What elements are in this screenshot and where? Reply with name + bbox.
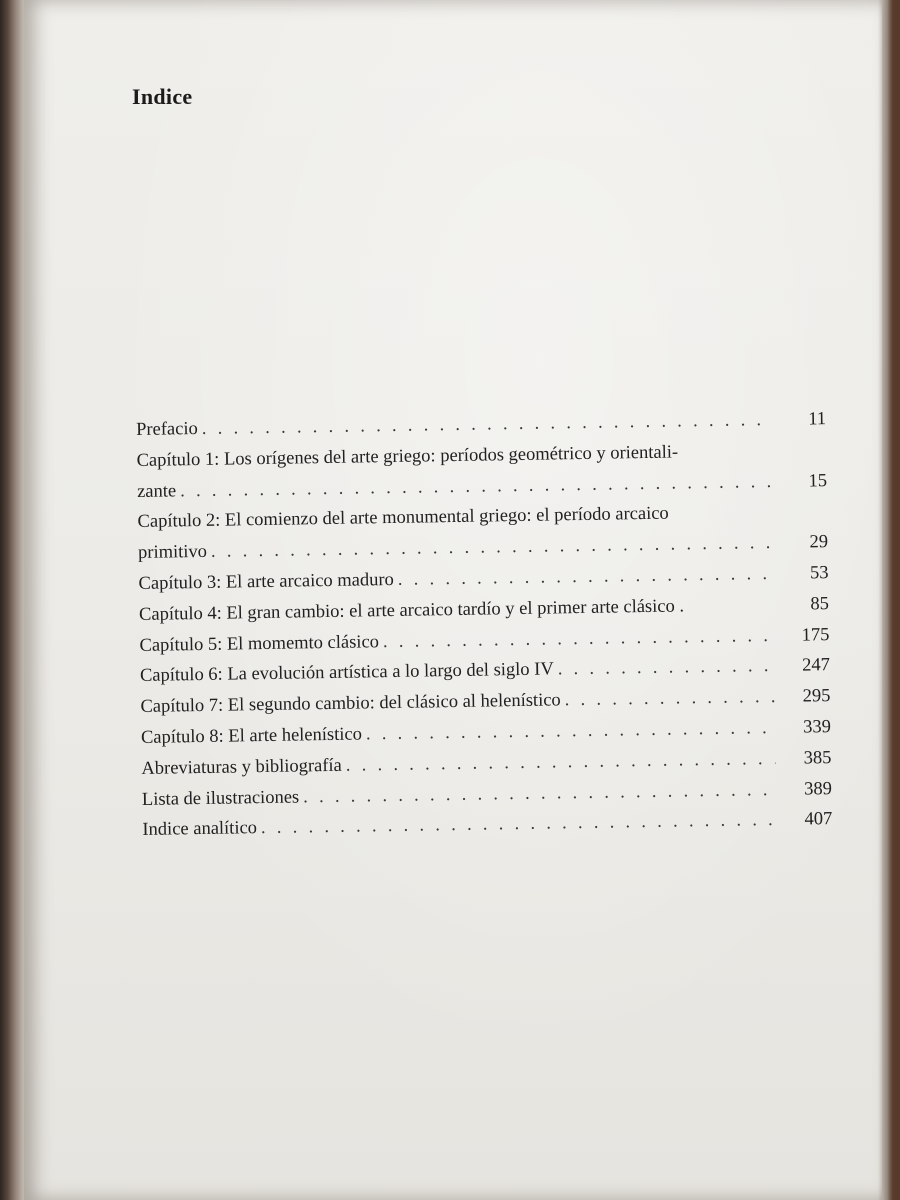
toc-entry-title-continued: primitivo — [137, 542, 208, 564]
toc-entry-title: Capítulo 8: El arte helenístico — [140, 724, 363, 748]
toc-page-number: 11 — [808, 409, 827, 430]
toc-page-number: 407 — [804, 809, 833, 830]
toc-page-number: 389 — [803, 778, 833, 800]
toc-page-number: 29 — [809, 532, 829, 553]
toc-entry-title: Capítulo 5: El momemto clásico — [139, 631, 380, 656]
page-title: Indice — [132, 84, 193, 109]
toc-page-number: 385 — [803, 747, 832, 769]
book-edge-shadow — [878, 0, 900, 1200]
show-through-text — [283, 378, 289, 411]
toc-entry-title: Capítulo 6: La evolución artística a lo largo del siglo IV — [139, 659, 554, 687]
toc-entry-title: Indice analítico — [142, 818, 258, 841]
toc-entry-title-continued: zante — [136, 480, 177, 502]
leader-dots — [565, 687, 775, 711]
toc-entry-title: Capítulo 1: Los orígenes del arte griego: períodos geométrico y orientali- — [136, 442, 679, 471]
toc-entry-title: Abreviaturas y bibliografía — [141, 755, 342, 779]
toc-entry-title: Capítulo 4: El gran cambio: el arte arcaico tardío y el primer arte clásico . — [138, 596, 685, 625]
toc-page-number: 53 — [809, 563, 829, 584]
toc-entry-title: Capítulo 7: El segundo cambio: del clásico al helenístico — [140, 690, 561, 718]
table-of-contents — [136, 409, 833, 851]
toc-entry-title: Capítulo 2: El comienzo del arte monumental griego: el período arcaico — [137, 504, 669, 533]
toc-page-number: 15 — [808, 470, 828, 492]
toc-page-number: 85 — [810, 593, 830, 615]
leader-dots — [202, 410, 771, 440]
toc-entry-title: Capítulo 3: El arte arcaico maduro — [138, 569, 395, 594]
toc-page-number: 295 — [802, 686, 831, 707]
leader-dots — [398, 564, 773, 591]
toc-page-number: 339 — [803, 717, 832, 738]
toc-page-number: 175 — [801, 624, 830, 646]
toc-entry-title: Prefacio — [136, 419, 198, 440]
book-page — [24, 0, 882, 1200]
toc-page-number: 247 — [802, 655, 831, 676]
leader-dots — [558, 656, 775, 680]
toc-entry-title: Lista de ilustraciones — [141, 787, 300, 810]
